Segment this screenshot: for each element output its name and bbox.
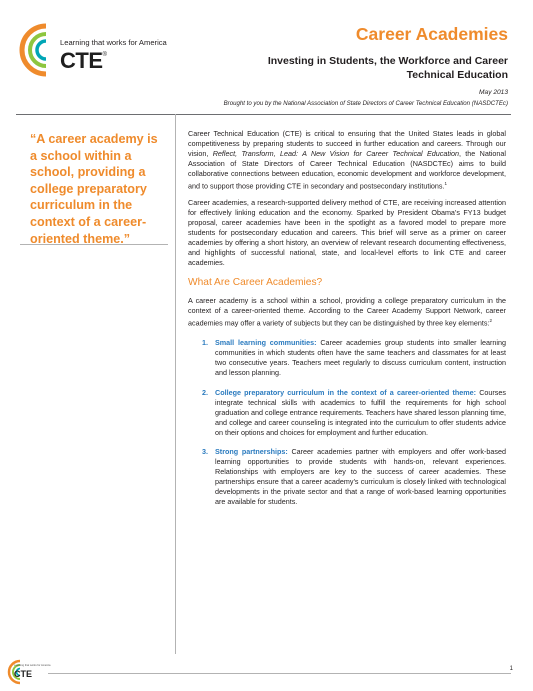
- document-date: May 2013: [479, 89, 508, 96]
- pull-quote: “A career academy is a school within a school, providing a college preparatory curriculum in the context of a career-oriented theme.”: [30, 132, 158, 246]
- footnote-marker-1: 1: [444, 181, 448, 186]
- list-item-number: 2.: [202, 387, 208, 397]
- pull-quote-divider: [20, 244, 168, 245]
- list-item-term: Strong partnerships:: [215, 447, 288, 457]
- logo-tagline: Learning that works for America: [60, 38, 167, 47]
- document-byline: Brought to you by the National Association of State Directors of Career Technical Education (NASDCTEc): [223, 100, 508, 107]
- list-item-body: [215, 388, 506, 438]
- intro-paragraph-2: Career academies, a research-supported delivery method of CTE, are receiving increased attention for effectively linking education and the economy. Sparked by President Obama’s FY13 budget proposal, career academies have been in the spotlight as a favored model to prepare more students for postsecondary education and careers. This brief will serve as a primer on career academies by offering a short history, an overview of relevant research documenting effectiveness, and highlights of successful national, state, and local-level efforts to link CTE and career academies.: [188, 197, 506, 267]
- page-number: 1: [509, 666, 513, 672]
- footer-logo-tagline: Learning that works for America: [14, 664, 51, 667]
- intro-p1-start: Career Technical Education (CTE) is critical to ensuring that the United States leads in global competitiveness by preparing students to succeed in further education and careers. Through our vision,: [188, 129, 506, 158]
- intro-p1-end: , the National Association of State Directors of Career Technical Education (NASDCTEc) aims to build collaborative connections between education, economic development and workforce development, and to support those providing CTE in secondary and postsecondary institutions.: [188, 149, 507, 191]
- intro-paragraph-1: [188, 129, 506, 191]
- vision-title: Reflect, Transform, Lead: A New Vision for Career Technical Education: [212, 149, 459, 158]
- list-item: [202, 388, 506, 438]
- section-heading: What Are Career Academies?: [188, 276, 323, 288]
- list-item-body: [215, 447, 506, 507]
- list-item-text: Career academies partner with employers and offer work-based learning opportunities to provide students with hands-on, relevant experiences. Relationships with employers are key to the success of career academies. These partnerships ensure that a career academy’s curriculum is closely linked with technological developments in the private sector and that a range of work-based learning opportunities are available for students.: [215, 447, 506, 507]
- logo-registered-mark: ®: [102, 52, 107, 58]
- list-item-body: [215, 338, 506, 378]
- logo-wordmark-text: CTE: [60, 48, 103, 73]
- document-title: Career Academies: [355, 24, 508, 44]
- cte-logo: [16, 18, 186, 80]
- section-paragraph: [188, 296, 506, 328]
- header-divider: [16, 114, 511, 115]
- footnote-marker-2: 2: [489, 317, 493, 323]
- logo-wordmark: [60, 48, 106, 74]
- list-item-text: Career academies group students into smaller learning communities in which students often have the same teachers and classmates for at least two consecutive years. Teachers meet regularly to discuss curriculum content, instruction and lesson planning.: [215, 338, 506, 378]
- key-elements-list: [188, 338, 506, 507]
- list-item-term: College preparatory curriculum in the context of a career-oriented theme:: [215, 387, 477, 397]
- section-paragraph-text: A career academy is a school within a school, providing a college preparatory curriculum in the context of a career-oriented theme. According to the Career Academy Support Network, career academies may offer a variety of subjects but they can be distinguished by three key elements:: [188, 295, 506, 328]
- footer-divider: [48, 673, 511, 674]
- main-column: [188, 129, 506, 517]
- document-subtitle: Investing in Students, the Workforce and Career Technical Education: [267, 55, 508, 81]
- cte-logo-arc-icon: [16, 18, 60, 80]
- list-item: [202, 447, 506, 507]
- list-item-text: Courses integrate technical skills with academics to fulfill the requirements for high school graduation and college entrance requirements. Teachers have shared lesson planning time, and college and career counseling is integrated into the curriculum to offer students advice on their options and choices for employment and further education.: [215, 387, 506, 437]
- footer-logo-wordmark: CTE: [14, 669, 32, 679]
- column-divider: [175, 114, 176, 654]
- list-item-number: 1.: [202, 338, 208, 348]
- list-item-term: Small learning communities:: [215, 338, 317, 348]
- list-item: [202, 338, 506, 378]
- list-item-number: 3.: [202, 447, 208, 457]
